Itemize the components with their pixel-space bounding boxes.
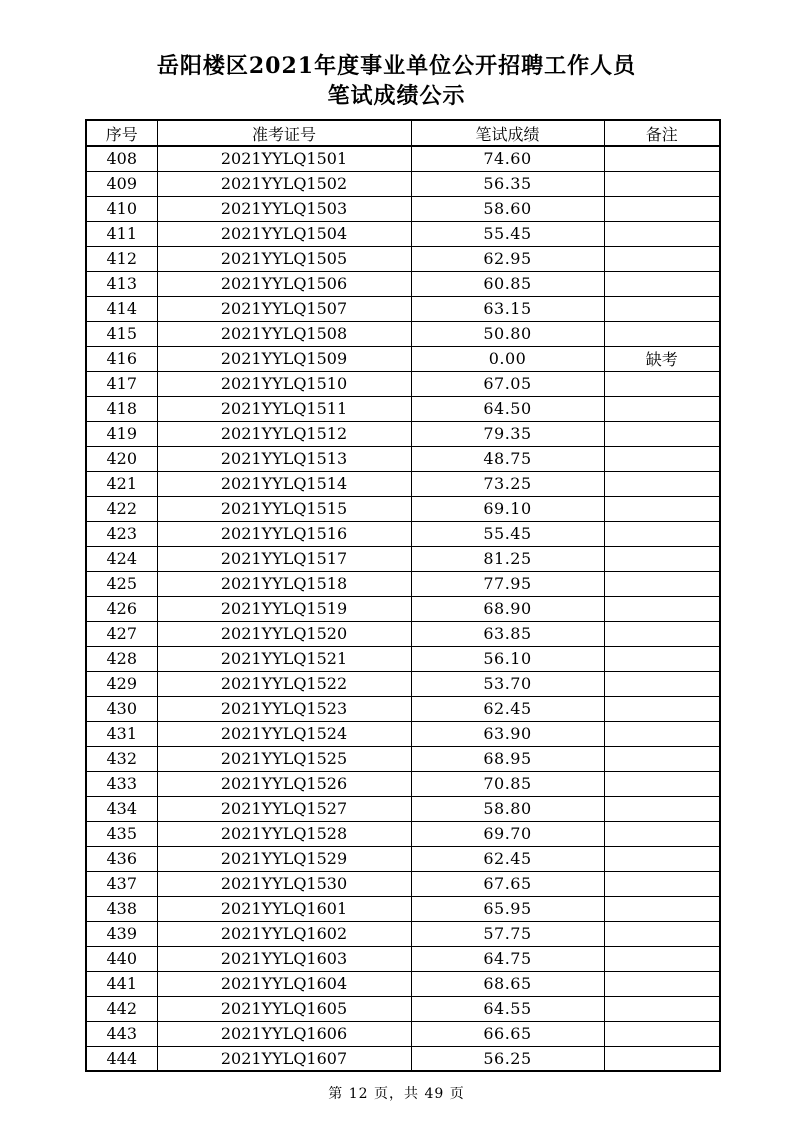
cell-score: 58.80: [411, 796, 604, 821]
cell-serial: 430: [86, 696, 157, 721]
table-row: [86, 471, 720, 496]
table-row: [86, 521, 720, 546]
cell-serial: 411: [86, 221, 157, 246]
cell-remark: [604, 871, 720, 896]
cell-ticket: 2021YYLQ1601: [157, 896, 411, 921]
cell-remark: [604, 771, 720, 796]
cell-score: 65.95: [411, 896, 604, 921]
cell-score: 48.75: [411, 446, 604, 471]
table-row: [86, 821, 720, 846]
cell-score: 0.00: [411, 346, 604, 371]
cell-serial: 413: [86, 271, 157, 296]
cell-ticket: 2021YYLQ1502: [157, 171, 411, 196]
cell-remark: [604, 421, 720, 446]
cell-serial: 409: [86, 171, 157, 196]
cell-serial: 429: [86, 671, 157, 696]
cell-ticket: 2021YYLQ1515: [157, 496, 411, 521]
table-row: [86, 221, 720, 246]
cell-remark: [604, 671, 720, 696]
cell-remark: [604, 596, 720, 621]
cell-serial: 442: [86, 996, 157, 1021]
cell-score: 64.55: [411, 996, 604, 1021]
cell-ticket: 2021YYLQ1528: [157, 821, 411, 846]
cell-ticket: 2021YYLQ1526: [157, 771, 411, 796]
cell-ticket: 2021YYLQ1527: [157, 796, 411, 821]
cell-score: 81.25: [411, 546, 604, 571]
cell-score: 62.45: [411, 696, 604, 721]
cell-serial: 444: [86, 1046, 157, 1071]
cell-remark: [604, 246, 720, 271]
cell-ticket: 2021YYLQ1518: [157, 571, 411, 596]
header-row: [86, 120, 720, 146]
cell-remark: [604, 746, 720, 771]
table-row: [86, 746, 720, 771]
col-header-serial: 序号: [86, 120, 157, 146]
cell-ticket: 2021YYLQ1516: [157, 521, 411, 546]
cell-serial: 439: [86, 921, 157, 946]
cell-ticket: 2021YYLQ1522: [157, 671, 411, 696]
cell-score: 67.65: [411, 871, 604, 896]
table-row: [86, 171, 720, 196]
cell-ticket: 2021YYLQ1604: [157, 971, 411, 996]
cell-serial: 414: [86, 296, 157, 321]
cell-score: 62.95: [411, 246, 604, 271]
cell-serial: 436: [86, 846, 157, 871]
table-row: [86, 921, 720, 946]
cell-score: 67.05: [411, 371, 604, 396]
cell-serial: 426: [86, 596, 157, 621]
cell-ticket: 2021YYLQ1505: [157, 246, 411, 271]
cell-ticket: 2021YYLQ1519: [157, 596, 411, 621]
table-row: [86, 446, 720, 471]
cell-score: 79.35: [411, 421, 604, 446]
cell-remark: [604, 646, 720, 671]
cell-ticket: 2021YYLQ1509: [157, 346, 411, 371]
cell-score: 55.45: [411, 521, 604, 546]
cell-remark: [604, 896, 720, 921]
cell-serial: 427: [86, 621, 157, 646]
cell-remark: [604, 546, 720, 571]
cell-serial: 417: [86, 371, 157, 396]
table-row: [86, 296, 720, 321]
cell-score: 63.85: [411, 621, 604, 646]
table-body: [86, 146, 720, 1071]
cell-ticket: 2021YYLQ1525: [157, 746, 411, 771]
cell-score: 64.50: [411, 396, 604, 421]
cell-remark: [604, 396, 720, 421]
table-row: [86, 846, 720, 871]
table-row: [86, 671, 720, 696]
table-row: [86, 971, 720, 996]
cell-ticket: 2021YYLQ1501: [157, 146, 411, 171]
cell-remark: [604, 821, 720, 846]
cell-score: 56.25: [411, 1046, 604, 1071]
col-header-ticket: 准考证号: [157, 120, 411, 146]
table-row: [86, 871, 720, 896]
cell-score: 77.95: [411, 571, 604, 596]
col-header-remark: 备注: [604, 120, 720, 146]
cell-ticket: 2021YYLQ1606: [157, 1021, 411, 1046]
table-row: [86, 996, 720, 1021]
cell-serial: 421: [86, 471, 157, 496]
cell-ticket: 2021YYLQ1503: [157, 196, 411, 221]
cell-ticket: 2021YYLQ1523: [157, 696, 411, 721]
table-row: [86, 1021, 720, 1046]
table-row: [86, 1046, 720, 1071]
cell-remark: [604, 171, 720, 196]
cell-ticket: 2021YYLQ1504: [157, 221, 411, 246]
table-row: [86, 421, 720, 446]
cell-serial: 423: [86, 521, 157, 546]
cell-ticket: 2021YYLQ1506: [157, 271, 411, 296]
cell-remark: [604, 621, 720, 646]
cell-remark: [604, 196, 720, 221]
cell-serial: 418: [86, 396, 157, 421]
cell-remark: [604, 696, 720, 721]
cell-score: 53.70: [411, 671, 604, 696]
table-row: [86, 596, 720, 621]
cell-serial: 416: [86, 346, 157, 371]
cell-remark: [604, 1021, 720, 1046]
table-row: [86, 396, 720, 421]
cell-serial: 438: [86, 896, 157, 921]
cell-ticket: 2021YYLQ1520: [157, 621, 411, 646]
col-header-score: 笔试成绩: [411, 120, 604, 146]
cell-remark: [604, 221, 720, 246]
cell-remark: 缺考: [604, 346, 720, 371]
cell-ticket: 2021YYLQ1529: [157, 846, 411, 871]
cell-score: 64.75: [411, 946, 604, 971]
table-row: [86, 621, 720, 646]
table-row: [86, 496, 720, 521]
table-row: [86, 721, 720, 746]
cell-remark: [604, 971, 720, 996]
cell-serial: 437: [86, 871, 157, 896]
cell-serial: 420: [86, 446, 157, 471]
cell-serial: 433: [86, 771, 157, 796]
cell-serial: 443: [86, 1021, 157, 1046]
cell-ticket: 2021YYLQ1507: [157, 296, 411, 321]
cell-score: 66.65: [411, 1021, 604, 1046]
cell-score: 68.65: [411, 971, 604, 996]
cell-serial: 425: [86, 571, 157, 596]
cell-score: 50.80: [411, 321, 604, 346]
cell-ticket: 2021YYLQ1521: [157, 646, 411, 671]
cell-score: 56.10: [411, 646, 604, 671]
cell-score: 68.95: [411, 746, 604, 771]
cell-remark: [604, 721, 720, 746]
table-row: [86, 246, 720, 271]
table-row: [86, 271, 720, 296]
table-row: [86, 371, 720, 396]
cell-remark: [604, 996, 720, 1021]
table-row: [86, 696, 720, 721]
cell-serial: 415: [86, 321, 157, 346]
table-header: [86, 120, 720, 146]
cell-remark: [604, 446, 720, 471]
cell-remark: [604, 296, 720, 321]
cell-score: 63.15: [411, 296, 604, 321]
cell-score: 63.90: [411, 721, 604, 746]
cell-serial: 441: [86, 971, 157, 996]
cell-score: 74.60: [411, 146, 604, 171]
cell-ticket: 2021YYLQ1607: [157, 1046, 411, 1071]
cell-serial: 440: [86, 946, 157, 971]
table-row: [86, 146, 720, 171]
cell-serial: 434: [86, 796, 157, 821]
cell-score: 68.90: [411, 596, 604, 621]
cell-ticket: 2021YYLQ1512: [157, 421, 411, 446]
cell-remark: [604, 471, 720, 496]
cell-score: 58.60: [411, 196, 604, 221]
cell-ticket: 2021YYLQ1514: [157, 471, 411, 496]
table-row: [86, 646, 720, 671]
cell-ticket: 2021YYLQ1510: [157, 371, 411, 396]
cell-serial: 408: [86, 146, 157, 171]
cell-score: 60.85: [411, 271, 604, 296]
table-row: [86, 896, 720, 921]
table-row: [86, 571, 720, 596]
cell-remark: [604, 521, 720, 546]
cell-remark: [604, 271, 720, 296]
cell-ticket: 2021YYLQ1530: [157, 871, 411, 896]
table-row: [86, 196, 720, 221]
cell-score: 56.35: [411, 171, 604, 196]
cell-ticket: 2021YYLQ1524: [157, 721, 411, 746]
cell-remark: [604, 1046, 720, 1071]
cell-serial: 422: [86, 496, 157, 521]
score-table: [85, 119, 721, 1072]
cell-remark: [604, 946, 720, 971]
table-row: [86, 321, 720, 346]
cell-remark: [604, 321, 720, 346]
cell-serial: 419: [86, 421, 157, 446]
page-number-footer: 第 12 页，共 49 页: [328, 1086, 465, 1102]
page-title-line2: 笔试成绩公示: [327, 83, 466, 109]
cell-remark: [604, 921, 720, 946]
cell-remark: [604, 146, 720, 171]
cell-score: 69.10: [411, 496, 604, 521]
cell-serial: 428: [86, 646, 157, 671]
cell-serial: 432: [86, 746, 157, 771]
cell-score: 55.45: [411, 221, 604, 246]
table-row: [86, 946, 720, 971]
cell-ticket: 2021YYLQ1511: [157, 396, 411, 421]
cell-ticket: 2021YYLQ1605: [157, 996, 411, 1021]
page-title-line1: 岳阳楼区2021年度事业单位公开招聘工作人员: [156, 53, 637, 79]
cell-remark: [604, 846, 720, 871]
cell-score: 57.75: [411, 921, 604, 946]
cell-score: 73.25: [411, 471, 604, 496]
table-row: [86, 546, 720, 571]
table-row: [86, 796, 720, 821]
cell-ticket: 2021YYLQ1513: [157, 446, 411, 471]
cell-score: 70.85: [411, 771, 604, 796]
cell-remark: [604, 796, 720, 821]
cell-serial: 412: [86, 246, 157, 271]
cell-remark: [604, 371, 720, 396]
cell-ticket: 2021YYLQ1603: [157, 946, 411, 971]
cell-ticket: 2021YYLQ1517: [157, 546, 411, 571]
cell-serial: 424: [86, 546, 157, 571]
cell-score: 62.45: [411, 846, 604, 871]
cell-ticket: 2021YYLQ1602: [157, 921, 411, 946]
cell-serial: 431: [86, 721, 157, 746]
cell-remark: [604, 571, 720, 596]
table-row: [86, 771, 720, 796]
cell-remark: [604, 496, 720, 521]
cell-serial: 435: [86, 821, 157, 846]
cell-serial: 410: [86, 196, 157, 221]
cell-score: 69.70: [411, 821, 604, 846]
cell-ticket: 2021YYLQ1508: [157, 321, 411, 346]
table-row: [86, 346, 720, 371]
